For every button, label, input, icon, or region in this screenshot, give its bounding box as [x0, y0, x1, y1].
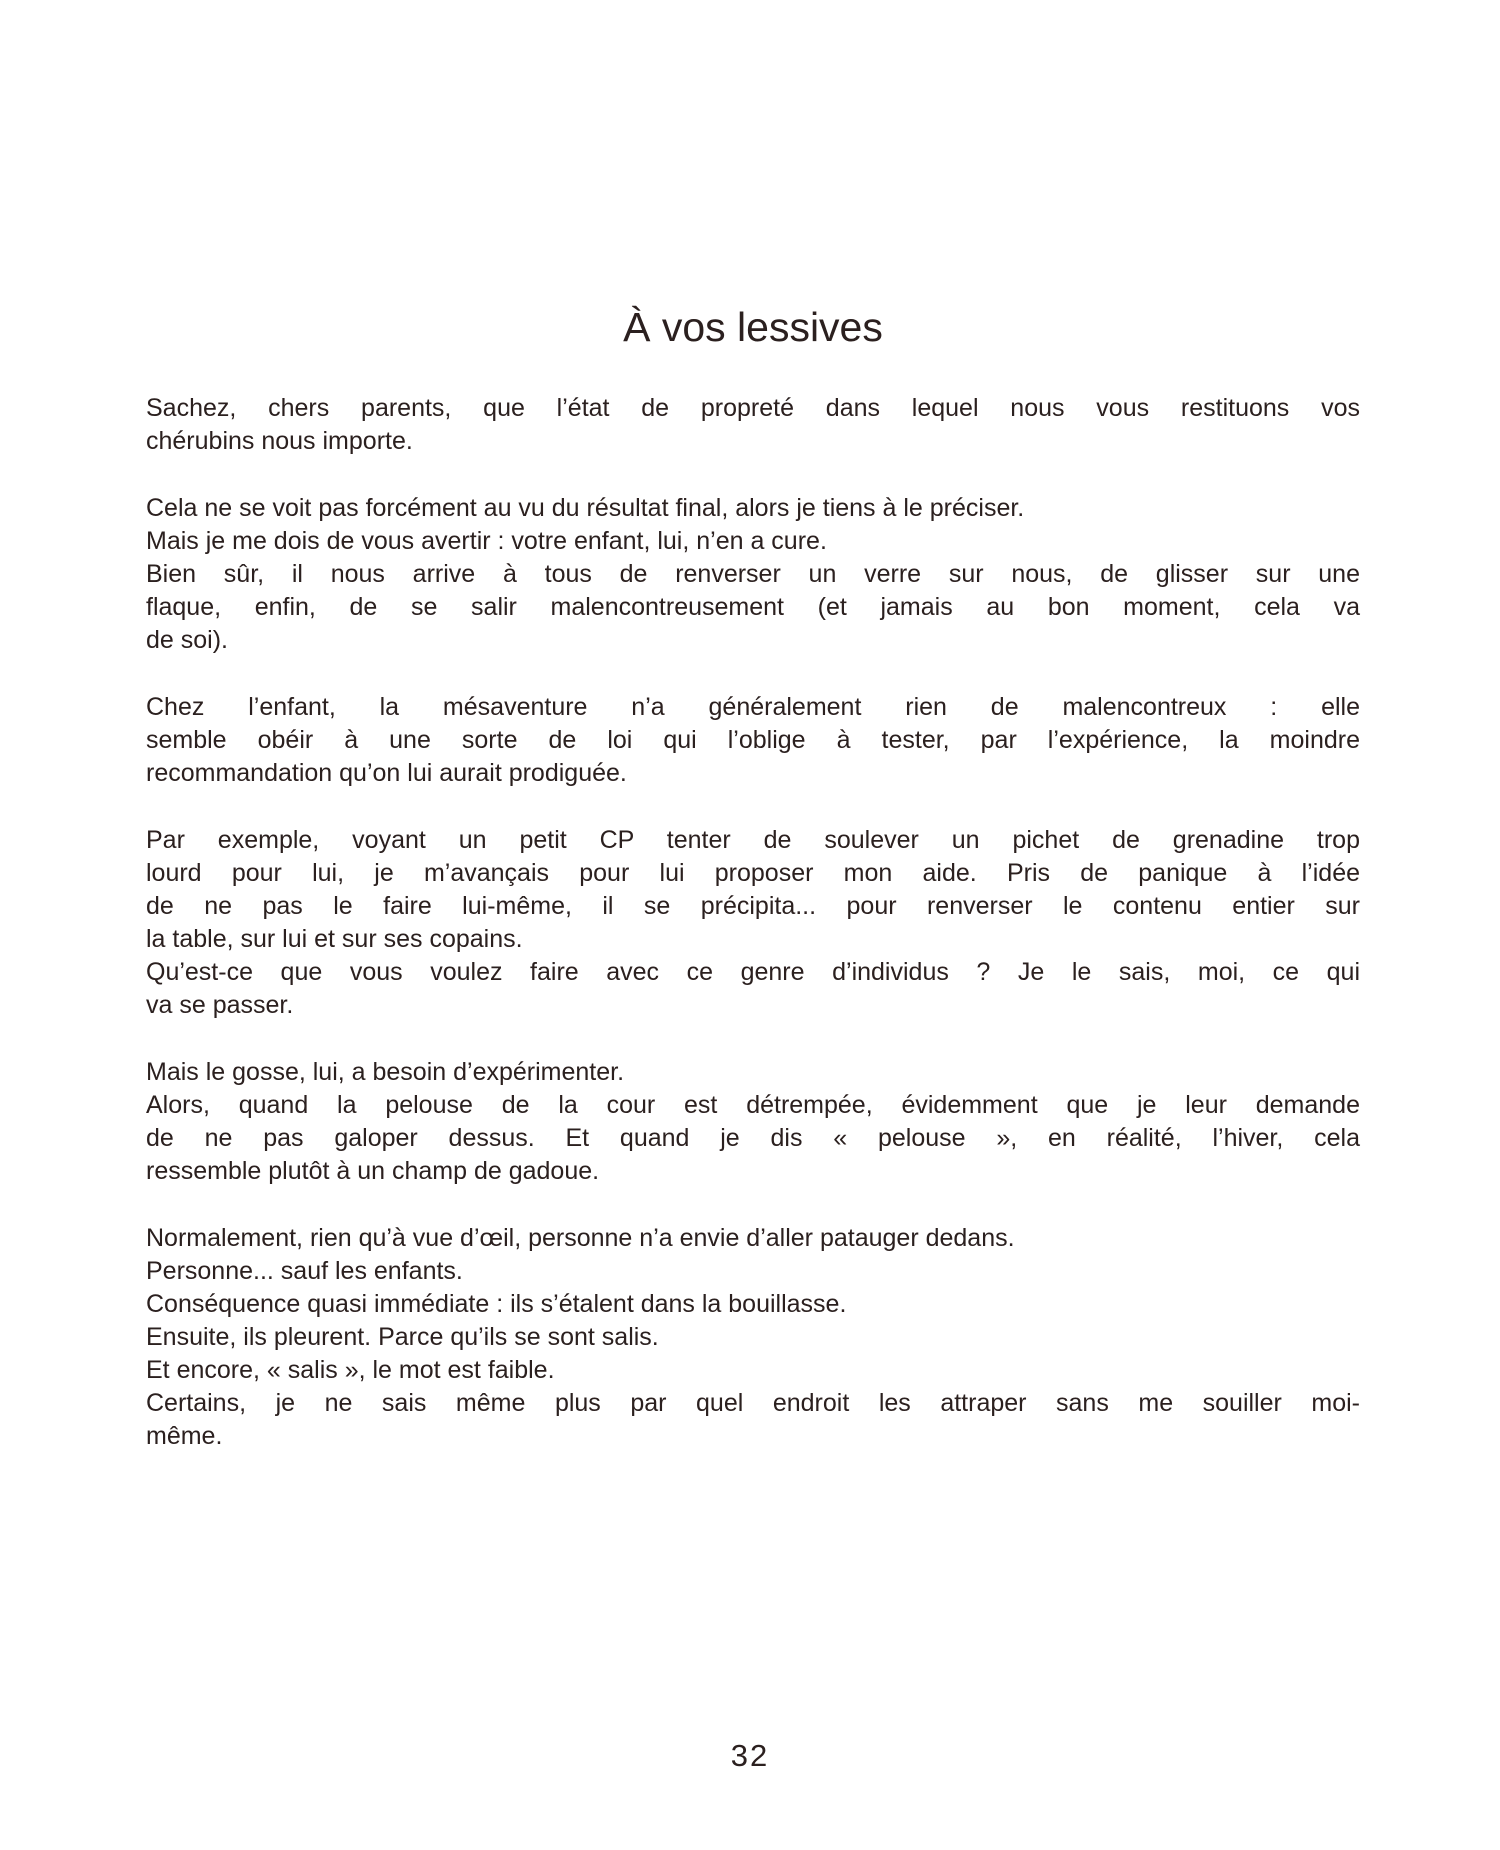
text-line: Certains, je ne sais même plus par quel endroit les attraper sans me souiller moi-: [146, 1389, 1360, 1417]
text-line: ressemble plutôt à un champ de gadoue.: [146, 1157, 600, 1185]
text-line: Cela ne se voit pas forcément au vu du résultat final, alors je tiens à le préciser.: [146, 494, 1025, 522]
text-line: semble obéir à une sorte de loi qui l’oblige à tester, par l’expérience, la moindre: [146, 726, 1360, 754]
text-line: va se passer.: [146, 991, 294, 1019]
text-line: même.: [146, 1422, 223, 1450]
text-line: de ne pas le faire lui-même, il se précipita... pour renverser le contenu entier sur: [146, 892, 1360, 920]
chapter-title: À vos lessives: [623, 304, 883, 350]
text-line: recommandation qu’on lui aurait prodiguée.: [146, 759, 627, 787]
paragraph-4: [146, 824, 1360, 1022]
text-line: chérubins nous importe.: [146, 427, 413, 455]
page-content: [146, 392, 1360, 1487]
text-line: Sachez, chers parents, que l’état de propreté dans lequel nous vous restituons vos: [146, 394, 1360, 422]
text-line: Qu’est-ce que vous voulez faire avec ce genre d’individus ? Je le sais, moi, ce qui: [146, 958, 1360, 986]
text-line: Conséquence quasi immédiate : ils s’étalent dans la bouillasse.: [146, 1290, 847, 1318]
text-line: Par exemple, voyant un petit CP tenter de soulever un pichet de grenadine trop: [146, 826, 1360, 854]
text-line: Bien sûr, il nous arrive à tous de renverser un verre sur nous, de glisser sur une: [146, 560, 1360, 588]
text-line: de soi).: [146, 626, 228, 654]
text-line: Mais le gosse, lui, a besoin d’expérimenter.: [146, 1058, 625, 1086]
paragraph-5: [146, 1056, 1360, 1188]
text-line: flaque, enfin, de se salir malencontreusement (et jamais au bon moment, cela va: [146, 593, 1360, 621]
text-line: Chez l’enfant, la mésaventure n’a généralement rien de malencontreux : elle: [146, 693, 1360, 721]
paragraph-6: [146, 1222, 1360, 1453]
paragraph-2: [146, 492, 1360, 657]
text-line: Ensuite, ils pleurent. Parce qu’ils se sont salis.: [146, 1323, 659, 1351]
text-line: la table, sur lui et sur ses copains.: [146, 925, 523, 953]
text-line: de ne pas galoper dessus. Et quand je dis « pelouse », en réalité, l’hiver, cela: [146, 1124, 1360, 1152]
text-line: Et encore, « salis », le mot est faible.: [146, 1356, 555, 1384]
paragraph-1: [146, 392, 1360, 458]
text-line: Alors, quand la pelouse de la cour est détrempée, évidemment que je leur demande: [146, 1091, 1360, 1119]
text-line: Mais je me dois de vous avertir : votre enfant, lui, n’en a cure.: [146, 527, 827, 555]
text-line: lourd pour lui, je m’avançais pour lui proposer mon aide. Pris de panique à l’idée: [146, 859, 1360, 887]
text-line: Normalement, rien qu’à vue d’œil, personne n’a envie d’aller patauger dedans.: [146, 1224, 1015, 1252]
page-number: 32: [730, 1738, 770, 1773]
text-line: Personne... sauf les enfants.: [146, 1257, 463, 1285]
paragraph-3: [146, 691, 1360, 790]
